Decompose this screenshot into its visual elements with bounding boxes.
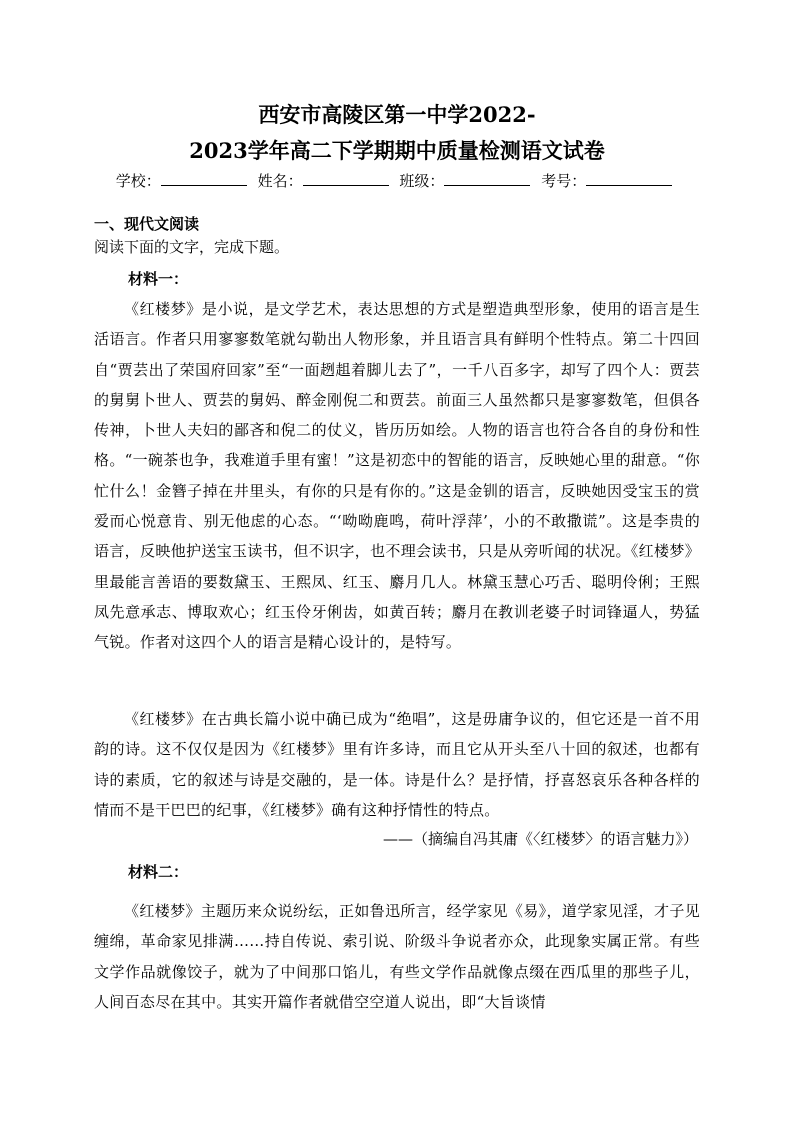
school-label: 学校： (115, 172, 161, 190)
material1-paragraph1: 《红楼梦》是小说，是文学艺术，表达思想的方式是塑造典型形象，使用的语言是生活语言。作者只用寥寥数笔就勾勒出人物形象，并且语言具有鲜明个性特点。第二十四回自“贾芸出了荣国府回家”至“一面趔趄着脚儿去了”，一千八百多字，却写了四个人：贾芸的舅舅卜世人、贾芸的舅妈、醉金刚倪二和贾芸。前面三人虽然都只是寥寥数笔，但俱各传神，卜世人夫妇的鄙吝和倪二的仗义，皆历历如绘。人物的语言也符合各自的身份和性格。“一碗茶也争，我难道手里有蜜！”这是初恋中的智能的语言，反映她心里的甜意。“你忙什么！金簪子掉在井里头，有你的只是有你的。”这是金钏的语言，反映她因受宝玉的赏爱而心悦意肯、别无他虑的心态。“‘呦呦鹿鸣，荷叶浮萍’，小的不敢撒谎”。这是李贵的语言，反映他护送宝玉读书，但不识字，也不理会读书，只是从旁听闻的状况。《红楼梦》里最能言善语的要数黛玉、王熙凤、红玉、麝月几人。林黛玉慧心巧舌、聪明伶俐；王熙凤先意承志、博取欢心；红玉伶牙俐齿，如黄百转；麝月在教训老婆子时词锋逼人，势猛气锐。作者对这四个人的语言是精心设计的，是特写。 (94, 300, 700, 652)
name-label: 姓名： (257, 172, 303, 190)
exam-title-line2: 2023学年高二下学期期中质量检测语文试卷 (189, 138, 605, 163)
exam-number-label: 考号： (541, 172, 587, 190)
material2-label: 材料二： (128, 863, 189, 881)
material2-paragraph1: 《红楼梦》主题历来众说纷纭，正如鲁迅所言，经学家见《易》，道学家见淫，才子见缠绵，革命家见排满……持自传说、索引说、阶级斗争说者亦众，此现象实属正常。有些文学作品就像饺子，就为了中间那口馅儿，有些文学作品就像点缀在西瓜里的那些子儿，人间百态尽在其中。其实开篇作者就借空空道人说出，即“大旨谈情 (94, 902, 700, 1011)
section-heading: 一、现代文阅读 (94, 215, 200, 233)
exam-title-line1: 西安市高陵区第一中学2022- (258, 102, 536, 127)
class-label: 班级： (399, 172, 445, 190)
class-blank[interactable] (444, 171, 530, 186)
student-info-row (0, 170, 794, 192)
material1-label: 材料一： (128, 270, 189, 288)
school-blank[interactable] (161, 171, 247, 186)
name-blank[interactable] (303, 171, 389, 186)
exam-number-blank[interactable] (586, 171, 672, 186)
material1-paragraph2: 《红楼梦》在古典长篇小说中确已成为“绝唱”，这是毋庸争议的，但它还是一首不用韵的诗。这不仅仅是因为《红楼梦》里有许多诗，而且它从开头至八十回的叙述，也都有诗的素质，它的叙述与诗是交融的，是一体。诗是什么？是抒情，抒喜怒哀乐各种各样的情而不是干巴巴的纪事，《红楼梦》确有这种抒情性的特点。 (94, 710, 700, 819)
section-instruction: 阅读下面的文字，完成下题。 (94, 238, 290, 256)
material1-source: ——（摘编自冯其庸《〈红楼梦〉的语言魅力》） (382, 830, 698, 848)
